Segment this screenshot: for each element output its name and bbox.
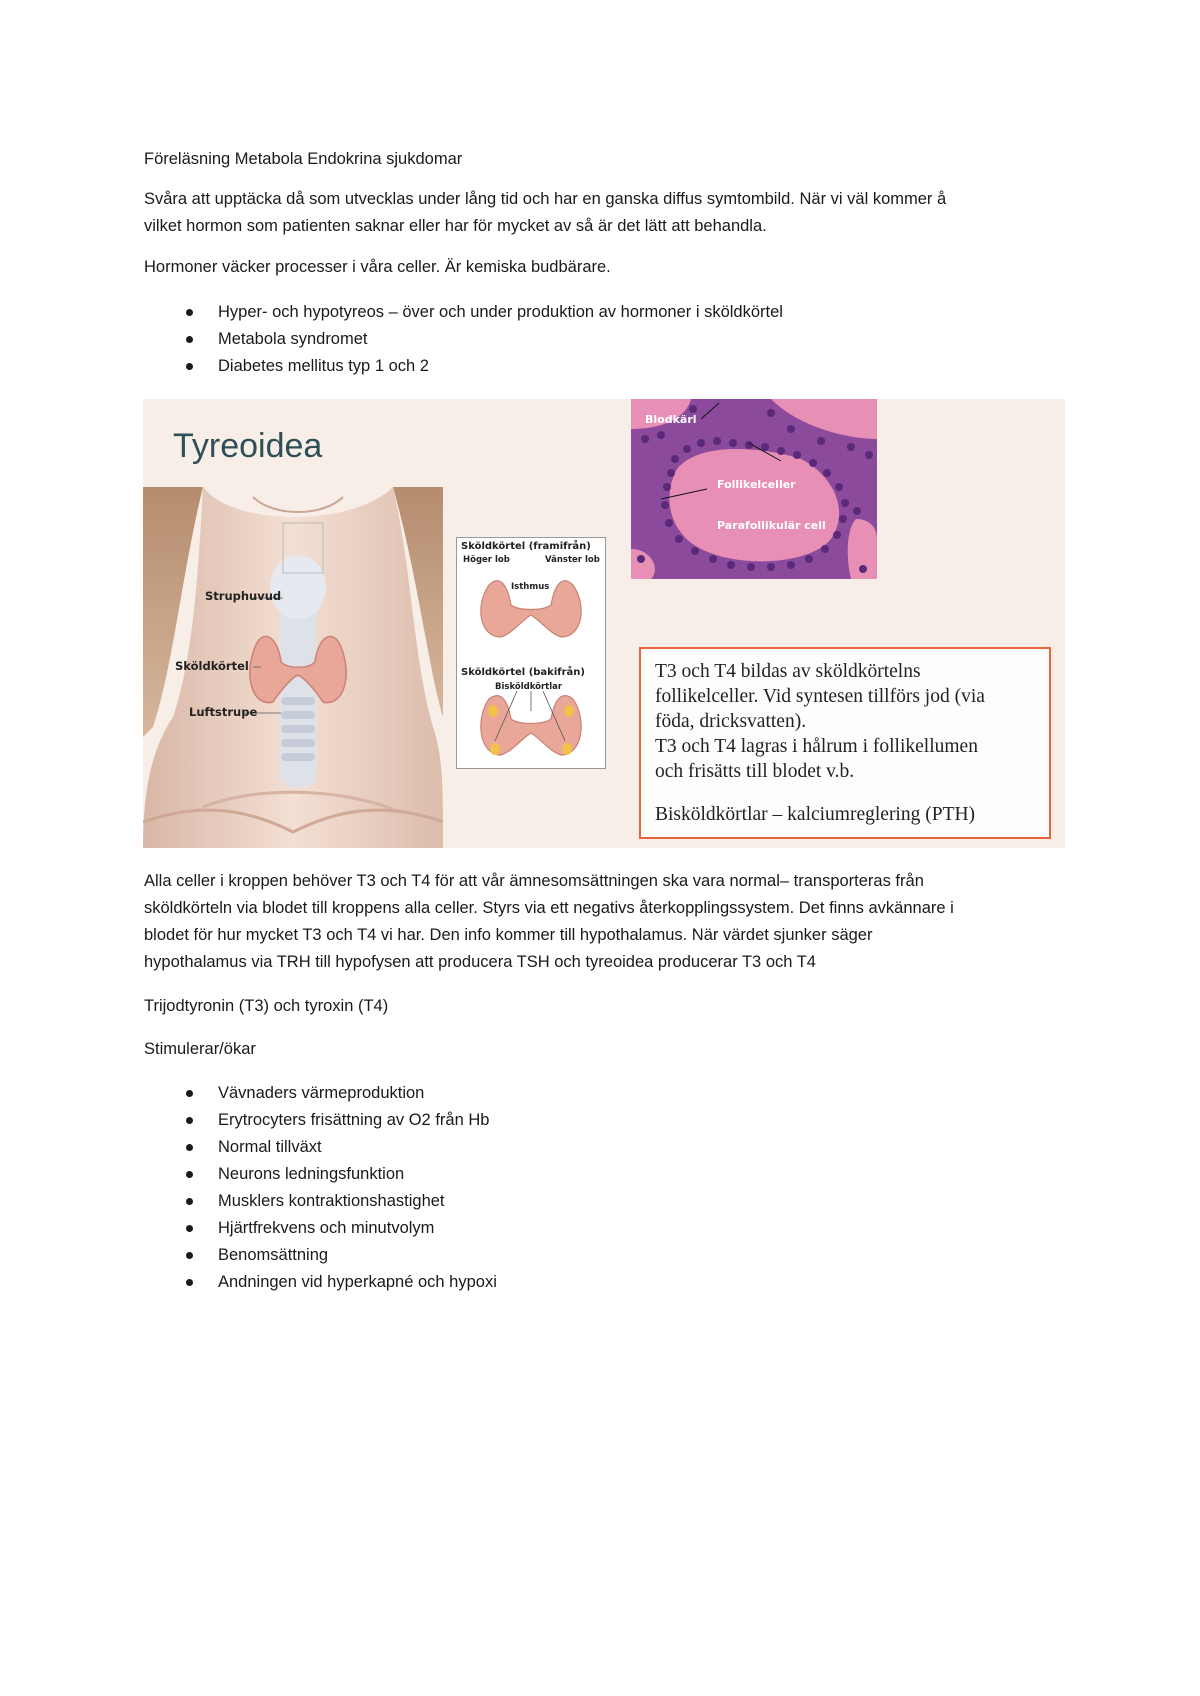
list-item: Normal tillväxt xyxy=(144,1134,497,1161)
figure-title: Tyreoidea xyxy=(173,427,323,465)
thyroid-figure xyxy=(143,399,1065,848)
larynx-label: Struphuvud xyxy=(205,589,282,603)
trachea-label: Luftstrupe xyxy=(189,705,258,719)
effects-list xyxy=(144,1080,497,1296)
thyroid-label: Sköldkörtel xyxy=(175,659,249,673)
histology-blood-vessel-label: Blodkärl xyxy=(645,413,697,426)
list-item: Benomsättning xyxy=(144,1242,497,1269)
hormone-names: Trijodtyronin (T3) och tyroxin (T4) xyxy=(144,997,389,1015)
histology-follicle-cells-label: Follikelceller xyxy=(717,478,796,491)
thyroid-front-icon xyxy=(469,575,593,645)
list-item: Andningen vid hyperkapné och hypoxi xyxy=(144,1269,497,1296)
t3-t4-paragraph: Alla celler i kroppen behöver T3 och T4 för att vår ämnesomsättningen ska vara normal– transporteras från sköldkörteln via blodet till kroppens alla celler. Styrs via ett negativs återkopplingssystem. Det finns avkännare i blodet för hur mycket T3 och T4 vi har. Den info kommer till hypothalamus. När värdet sjunker säger hypothalamus via TRH till hypofysen att producera TSH och tyreoidea producerar T3 och T4 xyxy=(144,872,954,971)
inset-left-lobe: Vänster lob xyxy=(545,555,600,565)
histology-parafollicular-label: Parafollikulär cell xyxy=(717,519,826,532)
disease-list xyxy=(144,299,783,380)
list-item: Hyper- och hypotyreos – över och under produktion av hormoner i sköldkörtel xyxy=(144,299,783,326)
stimulates-heading: Stimulerar/ökar xyxy=(144,1040,256,1058)
inset-front-title: Sköldkörtel (framifrån) xyxy=(461,541,591,552)
hormones-paragraph: Hormoner väcker processer i våra celler. Är kemiska budbärare. xyxy=(144,258,611,276)
list-item: Erytrocyters frisättning av O2 från Hb xyxy=(144,1107,497,1134)
list-item: Hjärtfrekvens och minutvolym xyxy=(144,1215,497,1242)
thyroid-back-icon xyxy=(469,691,593,763)
inset-isthmus: Isthmus xyxy=(511,582,550,592)
document-title: Föreläsning Metabola Endokrina sjukdomar xyxy=(144,150,463,168)
list-item: Diabetes mellitus typ 1 och 2 xyxy=(144,353,783,380)
inset-back-title: Sköldkörtel (bakifrån) xyxy=(461,667,585,678)
inset-right-lobe: Höger lob xyxy=(463,555,510,565)
figure-callout: T3 och T4 bildas av sköldkörtelns follikelceller. Vid syntesen tillförs jod (via föda, dricksvatten). T3 och T4 lagras i hålrum i follikellumen och frisätts till blodet v.b. Bisköldkörtlar – kalciumreglering (PTH) xyxy=(639,647,1051,839)
list-item: Metabola syndromet xyxy=(144,326,783,353)
list-item: Musklers kontraktionshastighet xyxy=(144,1188,497,1215)
intro-paragraph: Svåra att upptäcka då som utvecklas under lång tid och har en ganska diffus symtombild. När vi väl kommer å vilket hormon som patienten saknar eller har för mycket av så är det lätt att behandla. xyxy=(144,190,947,235)
inset-parathyroid: Bisköldkörtlar xyxy=(495,682,563,692)
list-item: Neurons ledningsfunktion xyxy=(144,1161,497,1188)
list-item: Vävnaders värmeproduktion xyxy=(144,1080,497,1107)
